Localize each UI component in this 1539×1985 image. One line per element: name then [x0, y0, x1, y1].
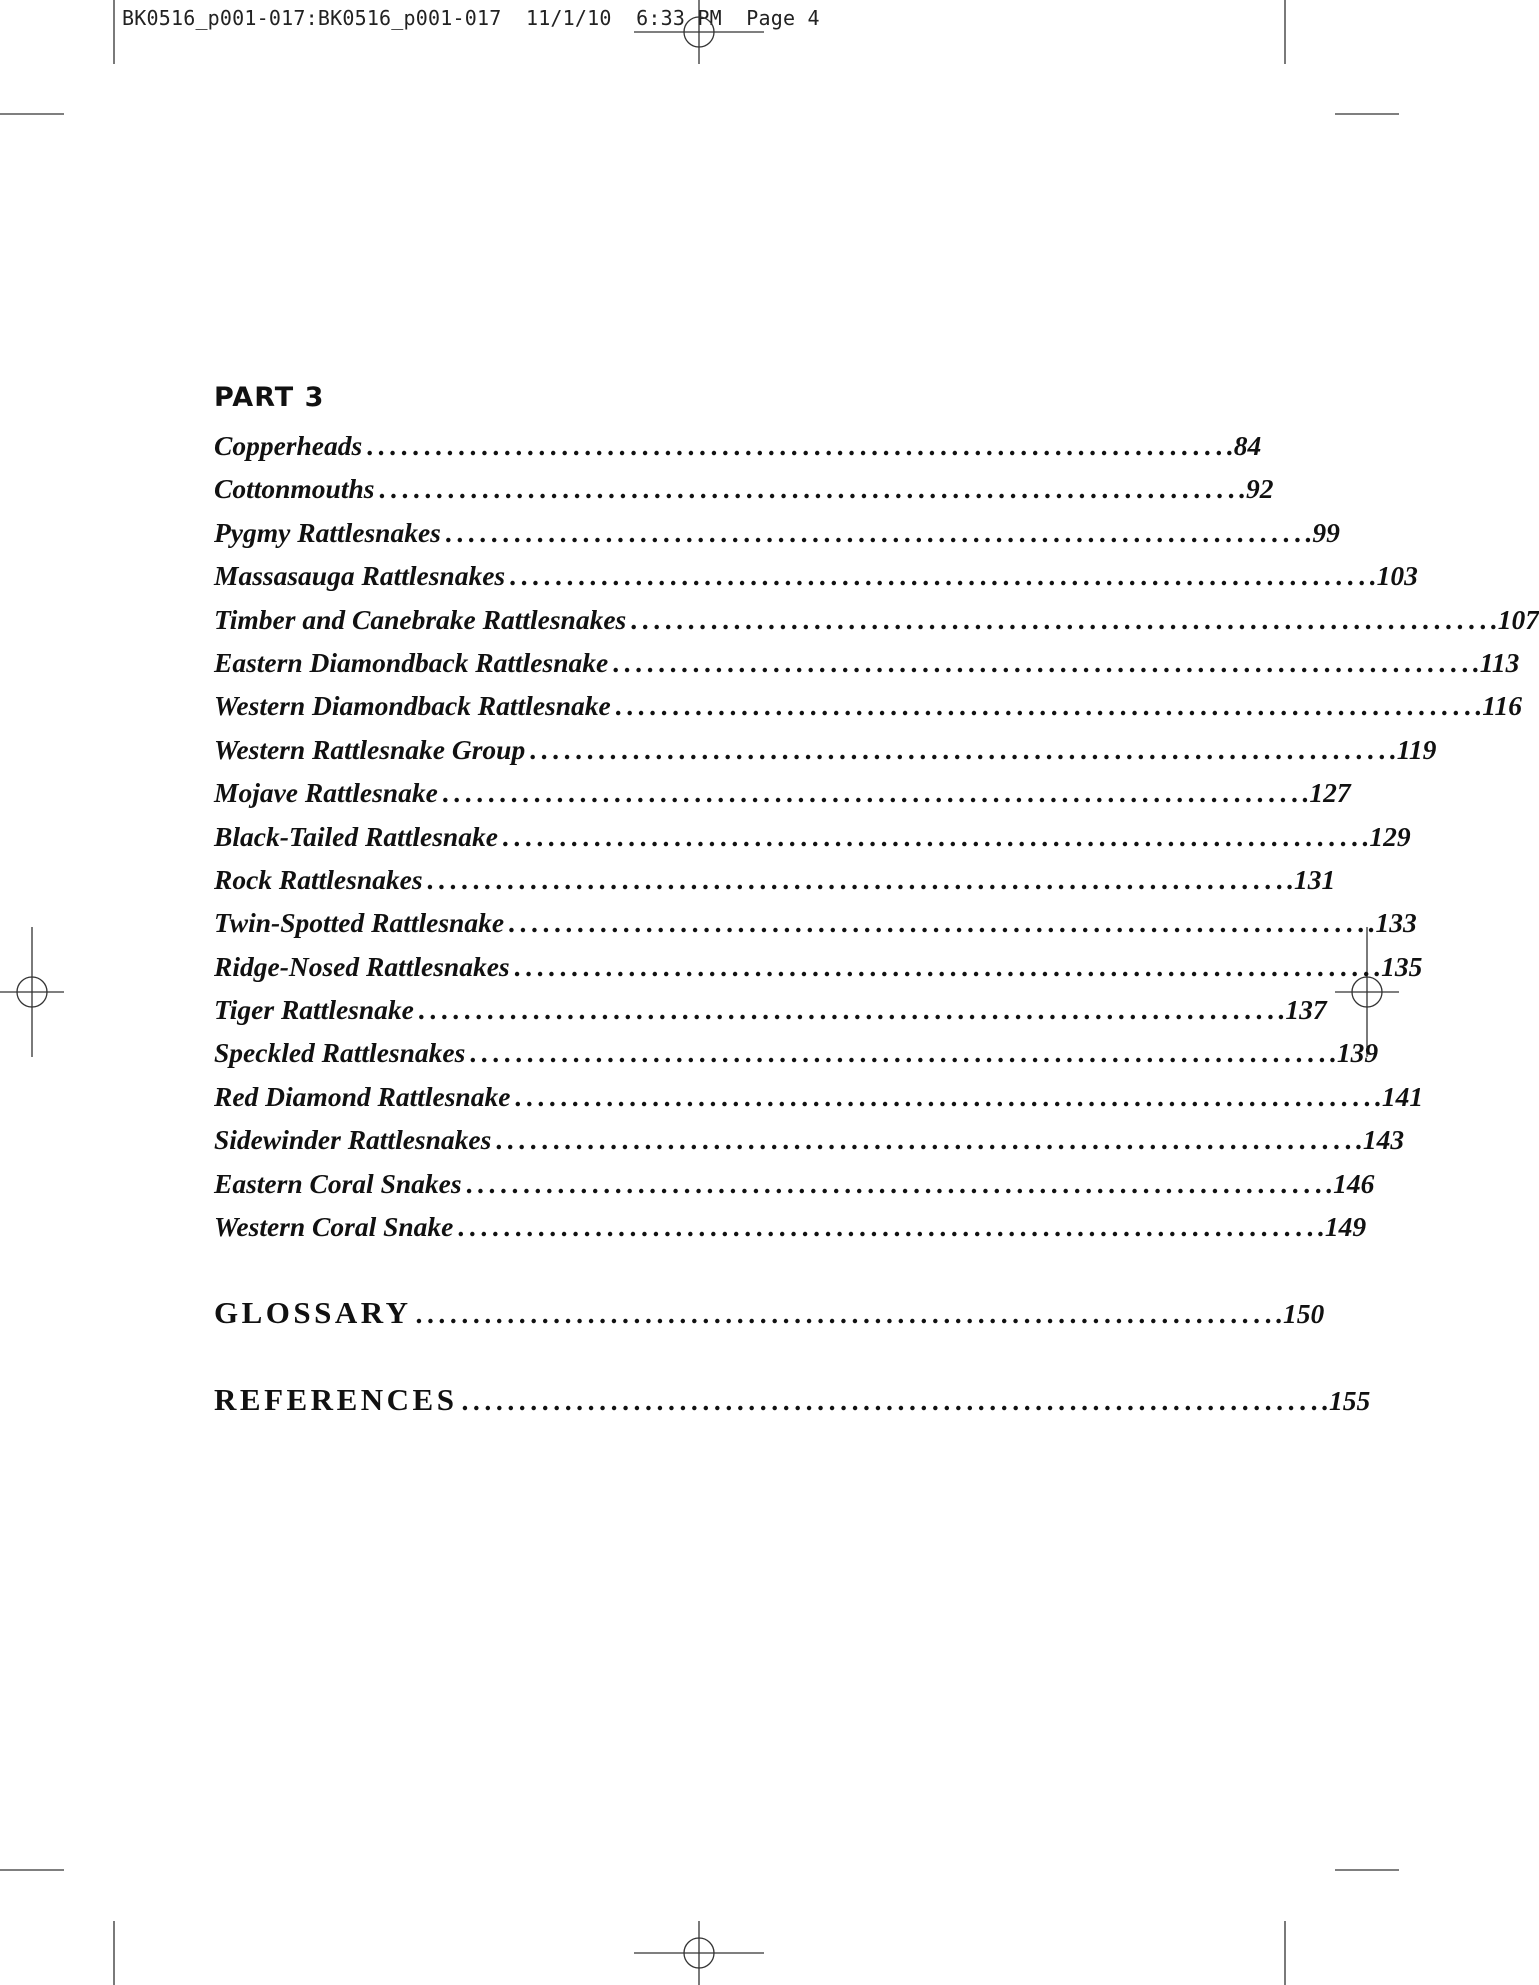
toc-entry[interactable]: [214, 424, 1262, 467]
toc-entry[interactable]: [214, 684, 1522, 727]
dot-leader: ...........................................................................: [378, 473, 1240, 505]
toc-entry[interactable]: [214, 945, 1423, 988]
toc-entry[interactable]: [214, 988, 1327, 1031]
toc-entry[interactable]: [214, 554, 1418, 597]
toc-entry-title: Western Coral Snake: [214, 1211, 454, 1243]
dot-leader: ...........................................................................: [612, 646, 1473, 678]
dot-leader: ...........................................................................: [509, 560, 1370, 592]
toc-entry-page: .146: [1326, 1167, 1375, 1199]
toc-entry-page: .141: [1375, 1080, 1424, 1112]
toc-entry-title: Ridge-Nosed Rattlesnakes: [214, 950, 510, 982]
toc-entry-title: Eastern Diamondback Rattlesnake: [214, 646, 609, 678]
toc-entry-title: Timber and Canebrake Rattlesnakes: [214, 603, 627, 635]
toc-entry-page: .119: [1389, 733, 1437, 765]
toc-entry-title: Sidewinder Rattlesnakes: [214, 1124, 492, 1156]
toc-entry-page: .129: [1362, 820, 1411, 852]
toc-entry-title: Twin-Spotted Rattlesnake: [214, 907, 505, 939]
dot-leader: ...........................................................................: [529, 733, 1390, 765]
toc-entry[interactable]: [214, 1118, 1405, 1161]
toc-entry-title: Eastern Coral Snakes: [214, 1167, 462, 1199]
toc-entry-page: .149: [1318, 1211, 1367, 1243]
dot-leader: ...........................................................................: [426, 863, 1288, 895]
toc-entry[interactable]: [214, 858, 1336, 901]
toc-entry-title: Rock Rattlesnakes: [214, 863, 423, 895]
toc-entry-page: .155: [1322, 1385, 1371, 1417]
toc-entry-title: Tiger Rattlesnake: [214, 994, 414, 1026]
toc-entry-title: GLOSSARY: [214, 1295, 412, 1331]
toc-entry-glossary[interactable]: [214, 1291, 1325, 1335]
dot-leader: ...........................................................................: [444, 516, 1306, 548]
table-of-contents: [214, 380, 1539, 1422]
dot-leader: ...........................................................................: [513, 950, 1375, 982]
toc-entry-page: .139: [1329, 1037, 1379, 1069]
dot-leader: ...........................................................................: [514, 1080, 1376, 1112]
print-slug: BK0516_p001-017:BK0516_p001-017 11/1/10 6:33 PM Page 4: [122, 6, 820, 30]
toc-entry[interactable]: [214, 511, 1340, 554]
dot-leader: ...........................................................................: [441, 777, 1303, 809]
toc-entry-title: Cottonmouths: [214, 473, 375, 505]
dot-leader: ...........................................................................: [508, 907, 1369, 939]
dot-leader: ...........................................................................: [630, 603, 1491, 635]
toc-entry-page: .143: [1355, 1124, 1405, 1156]
toc-entry-references[interactable]: [214, 1378, 1371, 1422]
toc-entry-title: Mojave Rattlesnake: [214, 777, 438, 809]
toc-entry[interactable]: [214, 1031, 1379, 1074]
toc-entry-title: Western Rattlesnake Group: [214, 733, 526, 765]
toc-entry[interactable]: [214, 641, 1520, 684]
dot-leader: ...........................................................................: [457, 1211, 1319, 1243]
dot-leader: ...........................................................................: [366, 430, 1227, 461]
dot-leader: ...........................................................................: [415, 1298, 1277, 1330]
toc-entry-title: Pygmy Rattlesnakes: [214, 516, 441, 548]
toc-entry[interactable]: [214, 771, 1351, 814]
registration-mark-bottom: [634, 1921, 764, 1985]
toc-entries: [214, 424, 1539, 1248]
toc-entry-title: Western Diamondback Rattlesnake: [214, 690, 611, 722]
dot-leader: ...........................................................................: [465, 1167, 1327, 1199]
toc-entry-page: .92: [1239, 473, 1274, 505]
toc-entry-page: .150: [1276, 1298, 1325, 1330]
toc-entry[interactable]: [214, 1075, 1424, 1118]
toc-entry[interactable]: [214, 815, 1411, 858]
toc-entry-page: .127: [1302, 777, 1351, 809]
toc-entry-page: .84: [1226, 430, 1262, 461]
toc-entry-title: Red Diamond Rattlesnake: [214, 1080, 511, 1112]
toc-entry-page: .135: [1374, 950, 1423, 982]
toc-entry[interactable]: [214, 1205, 1367, 1248]
toc-entry-title: REFERENCES: [214, 1382, 458, 1418]
toc-entry-page: .113: [1472, 646, 1520, 678]
toc-entry-title: Massasauga Rattlesnakes: [214, 560, 506, 592]
toc-entry-page: .99: [1305, 516, 1340, 548]
toc-entry-page: .103: [1369, 560, 1418, 592]
dot-leader: ...........................................................................: [417, 994, 1279, 1026]
toc-entry-title: Speckled Rattlesnakes: [214, 1037, 466, 1069]
toc-entry-page: .116: [1475, 690, 1522, 722]
dot-leader: ...........................................................................: [501, 820, 1363, 852]
toc-entry[interactable]: [214, 1162, 1375, 1205]
dot-leader: ...........................................................................: [461, 1385, 1323, 1417]
dot-leader: ...........................................................................: [469, 1037, 1330, 1069]
toc-entry[interactable]: [214, 598, 1539, 641]
toc-entry-title: Black-Tailed Rattlesnake: [214, 820, 498, 852]
toc-entry[interactable]: [214, 901, 1417, 944]
dot-leader: ...........................................................................: [495, 1124, 1356, 1156]
part-heading: PART 3: [214, 382, 325, 413]
dot-leader: ...........................................................................: [614, 690, 1476, 722]
toc-entry-title: Copperheads: [214, 430, 363, 461]
toc-entry-page: .107: [1490, 603, 1539, 635]
toc-entry[interactable]: [214, 728, 1437, 771]
toc-entry-page: .137: [1278, 994, 1327, 1026]
toc-entry[interactable]: [214, 467, 1274, 510]
toc-entry-page: .131: [1287, 863, 1336, 895]
registration-mark-left: [0, 927, 64, 1057]
toc-entry-page: .133: [1368, 907, 1417, 939]
